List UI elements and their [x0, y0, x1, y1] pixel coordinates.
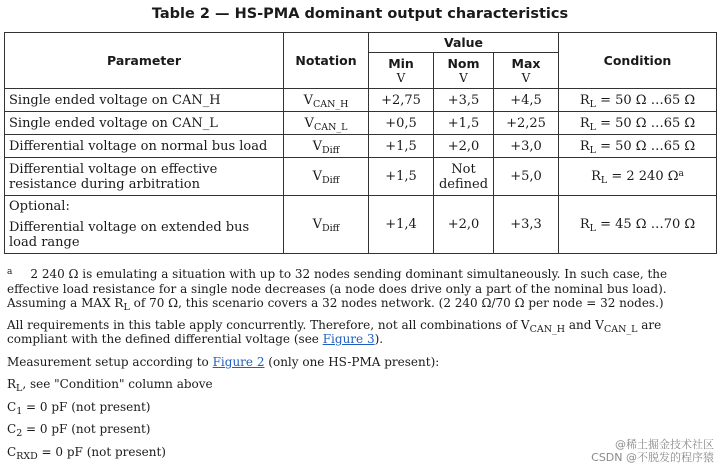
min-cell: +1,5: [369, 158, 434, 196]
notation-cell: $V_{CAN\_H}$: [284, 89, 369, 112]
parameter-cell: Single ended voltage on CAN_L: [5, 112, 284, 135]
header-nom: Nom V: [434, 53, 494, 89]
c2-note: $C_2 = 0$ pF (not present): [7, 422, 151, 439]
parameter-cell: Optional: Differential voltage on extended bus load range: [5, 196, 284, 254]
header-parameter: Parameter: [5, 33, 284, 89]
rl-note: $R_L$, see "Condition" column above: [7, 377, 213, 394]
condition-cell: $R_L = 45$ Ω …70 Ω: [559, 196, 717, 254]
condition-cell: $R_L = 50$ Ω …65 Ω: [559, 112, 717, 135]
crxd-note: $C_{RXD} = 0$ pF (not present): [7, 444, 166, 462]
footnote-a: $^a$ 2 240 Ω is emulating a situation with up to 32 nodes sending dominant simultaneously. In such case, the effective load resistance for a single node decreases (a node does drive only a part of the nominal bus load). Assuming a MAX $R_L$ of 70 Ω, this scenario covers a 32 nodes network. (2 240 Ω/70 Ω per node = 32 nodes.): [7, 267, 668, 313]
nom-cell: +3,5: [434, 89, 494, 112]
nom-cell: +2,0: [434, 135, 494, 158]
parameter-cell: Differential voltage on effective resistance during arbitration: [5, 158, 284, 196]
notation-cell: $V_{Diff}$: [284, 196, 369, 254]
nom-cell: +1,5: [434, 112, 494, 135]
watermark: @稀土掘金技术社区 CSDN @不脱发的程序猿: [591, 438, 714, 464]
min-cell: +0,5: [369, 112, 434, 135]
parameter-cell: Differential voltage on normal bus load: [5, 135, 284, 158]
header-notation: Notation: [284, 33, 369, 89]
figure-2-link[interactable]: Figure 2: [212, 354, 265, 369]
footnote-reference: a: [678, 169, 684, 179]
max-cell: +5,0: [494, 158, 559, 196]
parameter-cell: Single ended voltage on CAN_H: [5, 89, 284, 112]
nom-cell: +2,0: [434, 196, 494, 254]
min-cell: +1,4: [369, 196, 434, 254]
footnote-marker: a: [7, 267, 13, 277]
table-footnotes: [7, 267, 717, 462]
table-title: Table 2 — HS-PMA dominant output characteristics: [151, 6, 569, 22]
max-cell: +3,3: [494, 196, 559, 254]
table-row: [5, 158, 717, 196]
measurement-setup-note: Measurement setup according to Figure 2 (only one HS-PMA present):: [7, 354, 440, 369]
unit-label: V: [521, 70, 531, 85]
notation-cell: $V_{CAN\_L}$: [284, 112, 369, 135]
header-value: Value: [369, 33, 559, 53]
min-cell: +2,75: [369, 89, 434, 112]
requirements-note: All requirements in this table apply concurrently. Therefore, not all combinations of $V_{CAN\_H}$ and $V_{CAN\_L}$ are compliant with the defined differential voltage (see Figure 3).: [7, 317, 662, 346]
table-row: [5, 196, 717, 254]
max-cell: +4,5: [494, 89, 559, 112]
unit-label: V: [396, 70, 406, 85]
min-cell: +1,5: [369, 135, 434, 158]
condition-cell: $R_L = 2$ 240 $\Omega^a$: [559, 158, 717, 196]
condition-cell: $R_L = 50$ Ω …65 Ω: [559, 89, 717, 112]
max-cell: +2,25: [494, 112, 559, 135]
notation-cell: $V_{Diff}$: [284, 135, 369, 158]
header-max: Max V: [494, 53, 559, 89]
table-row: [5, 89, 717, 112]
c1-note: $C_1 = 0$ pF (not present): [7, 399, 151, 417]
characteristics-table: [4, 32, 717, 254]
figure-3-link[interactable]: Figure 3: [322, 332, 375, 346]
max-cell: +3,0: [494, 135, 559, 158]
nom-cell: Not defined: [434, 158, 494, 196]
notation-cell: $V_{Diff}$: [284, 158, 369, 196]
header-condition: Condition: [559, 33, 717, 89]
table-row: [5, 112, 717, 135]
table-row: [5, 135, 717, 158]
unit-label: V: [459, 70, 468, 85]
condition-cell: $R_L = 50$ Ω …65 Ω: [559, 135, 717, 158]
header-min: Min V: [369, 53, 434, 89]
